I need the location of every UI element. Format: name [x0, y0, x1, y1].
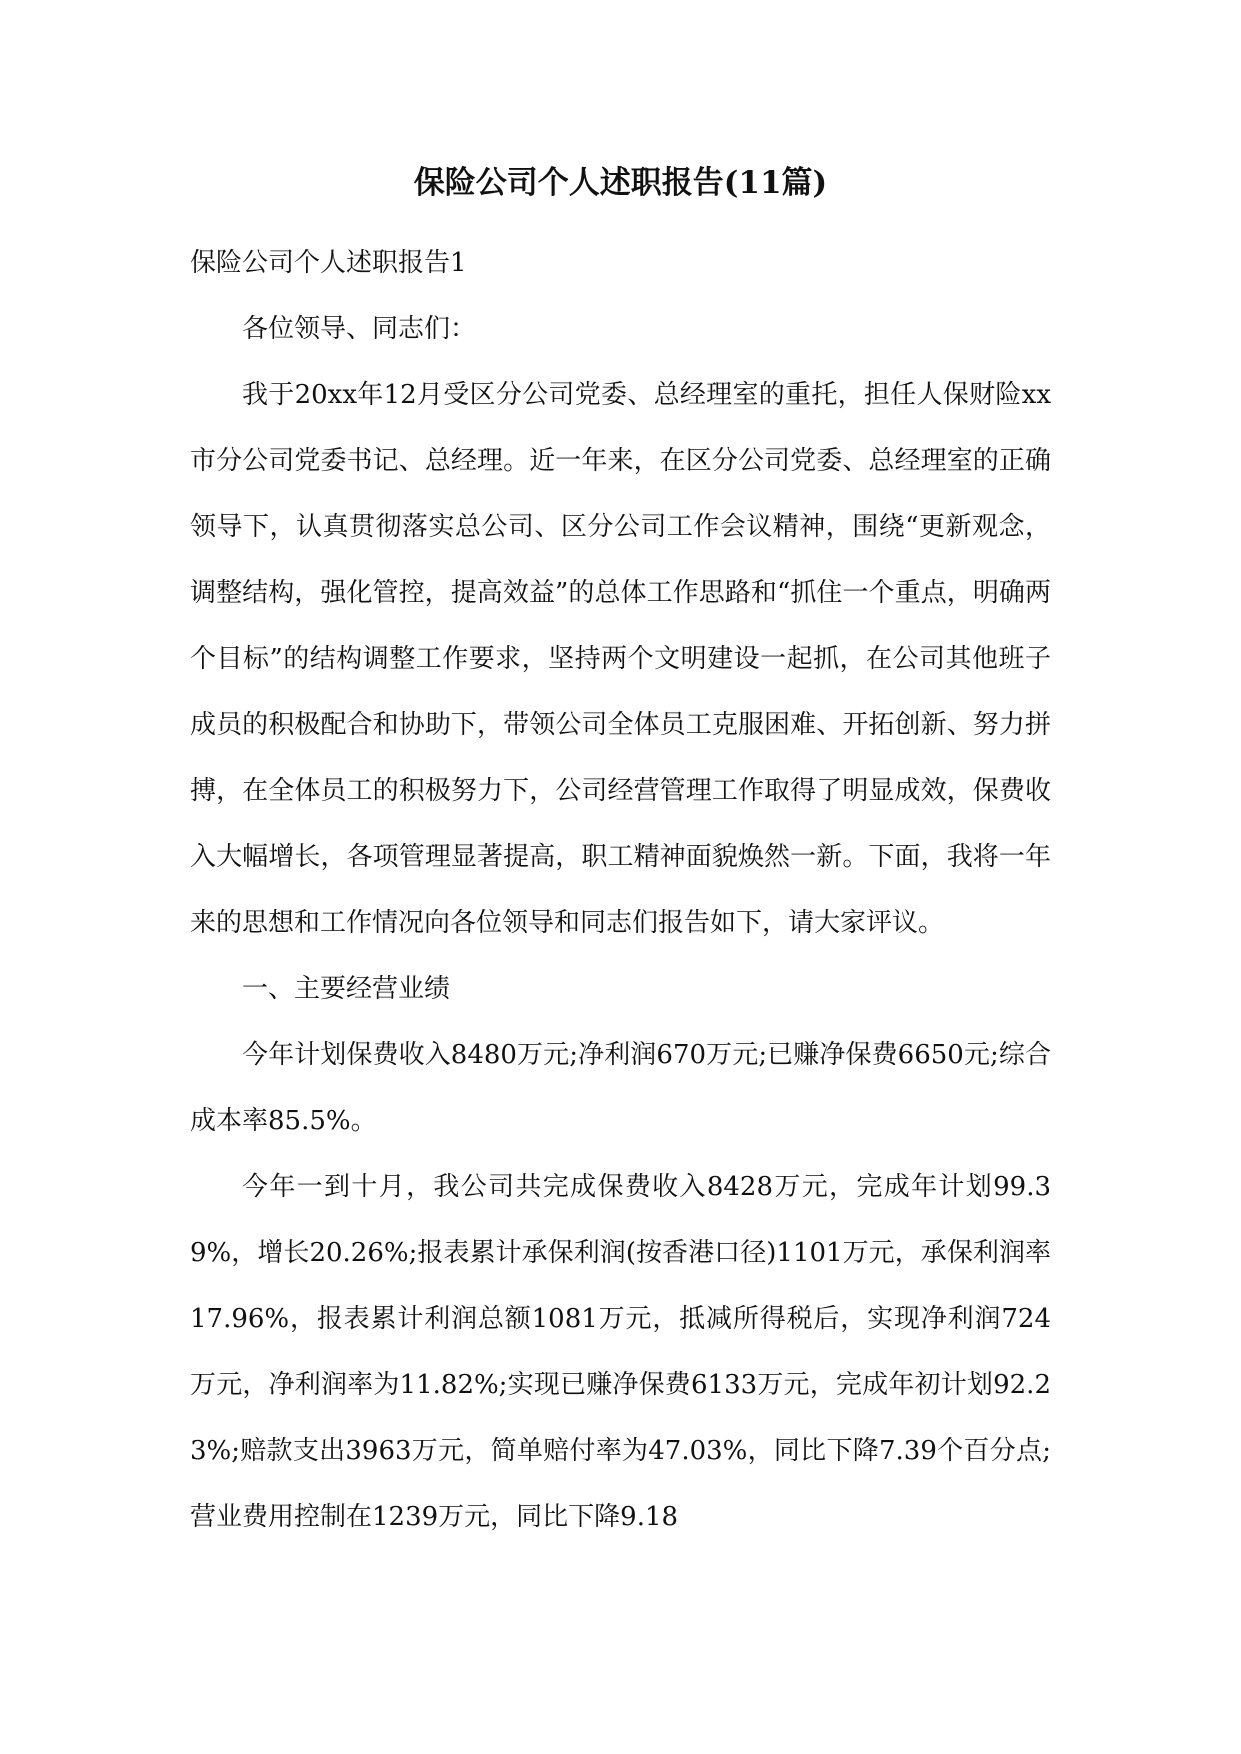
salutation-paragraph: 各位领导、同志们：	[242, 314, 477, 344]
results-paragraph: 今年一到十月，我公司共完成保费收入8428万元，完成年计划99.39%，增长20.26%;报表累计承保利润(按香港口径)1101万元，承保利润率17.96%，报表累计利润总额1081万元，抵减所得税后，实现净利润724万元，净利润率为11.82%;实现已赚净保费6133万元，完成年初计划92.23%;赔款支出3963万元，简单赔付率为47.03%，同比下降7.39个百分点;营业费用控制在1239万元，同比下降9.18	[190, 1172, 1051, 1532]
plan-paragraph: 今年计划保费收入8480万元;净利润670万元;已赚净保费6650元;综合成本率85.5%。	[190, 1040, 1051, 1136]
document-body	[190, 230, 1051, 1550]
intro-paragraph: 我于20xx年12月受区分公司党委、总经理室的重托，担任人保财险xx市分公司党委书记、总经理。近一年来，在区分公司党委、总经理室的正确领导下，认真贯彻落实总公司、区分公司工作会议精神，围绕“更新观念，调整结构，强化管控，提高效益”的总体工作思路和“抓住一个重点，明确两个目标”的结构调整工作要求，坚持两个文明建设一起抓，在公司其他班子成员的积极配合和协助下，带领公司全体员工克服困难、开拓创新、努力拼搏，在全体员工的积极努力下，公司经营管理工作取得了明显成效，保费收入大幅增长，各项管理显著提高，职工精神面貌焕然一新。下面，我将一年来的思想和工作情况向各位领导和同志们报告如下，请大家评议。	[190, 380, 1051, 938]
section-heading: 一、主要经营业绩	[242, 974, 451, 1004]
document-title: 保险公司个人述职报告(11篇)	[413, 165, 828, 201]
report-subtitle: 保险公司个人述职报告1	[190, 248, 467, 278]
